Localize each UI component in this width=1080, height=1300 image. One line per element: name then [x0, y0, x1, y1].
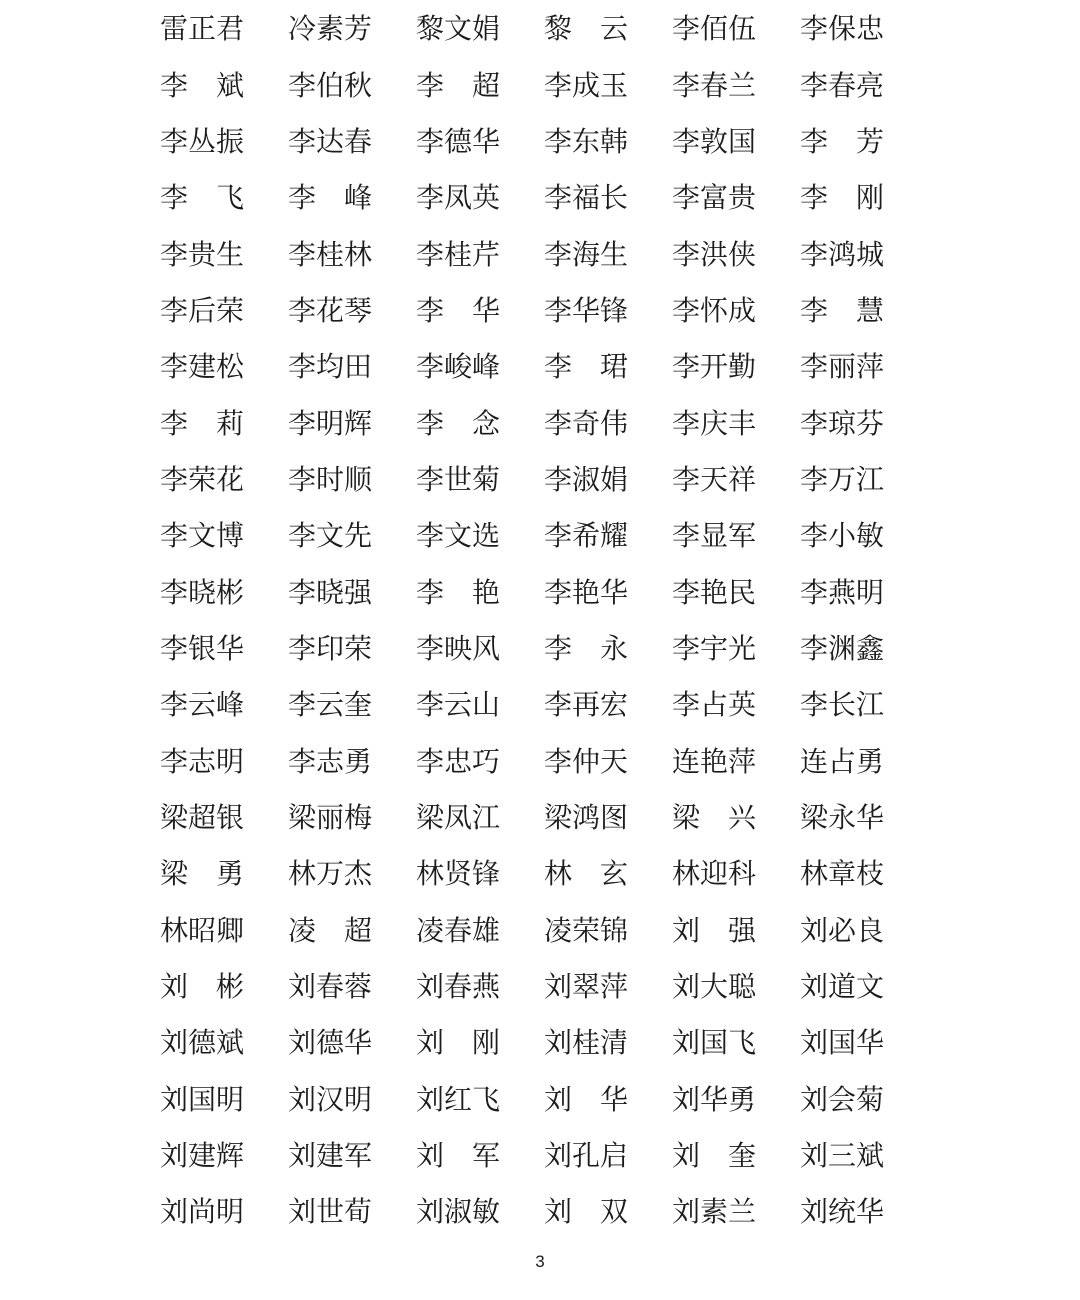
name-cell: 李 斌 [160, 68, 245, 102]
name-cell: 刘国飞 [672, 1026, 757, 1060]
name-cell: 林迎科 [672, 857, 757, 891]
name-cell: 李富贵 [672, 181, 757, 215]
name-cell: 李渊鑫 [800, 631, 885, 665]
name-cell: 李晓强 [288, 575, 373, 609]
name-cell: 刘素兰 [672, 1195, 757, 1229]
name-cell: 梁鸿图 [544, 800, 629, 834]
name-cell: 凌荣锦 [544, 913, 629, 947]
name-cell: 梁丽梅 [288, 800, 373, 834]
name-cell: 李艳华 [544, 575, 629, 609]
name-cell: 李 念 [416, 406, 501, 440]
name-cell: 林章枝 [800, 857, 885, 891]
page-number: 3 [535, 1252, 545, 1271]
name-cell: 连占勇 [800, 744, 885, 778]
name-cell: 林昭卿 [160, 913, 245, 947]
name-cell: 李后荣 [160, 293, 245, 327]
name-cell: 刘建军 [288, 1139, 373, 1173]
name-cell: 刘 刚 [416, 1026, 501, 1060]
name-cell: 李印荣 [288, 631, 373, 665]
name-cell: 刘三斌 [800, 1139, 885, 1173]
name-cell: 刘春蓉 [288, 970, 373, 1004]
name-cell: 李明辉 [288, 406, 373, 440]
name-cell: 刘世荀 [288, 1195, 373, 1229]
name-cell: 李艳民 [672, 575, 757, 609]
name-cell: 李庆丰 [672, 406, 757, 440]
name-cell: 李德华 [416, 124, 501, 158]
name-cell: 李淑娟 [544, 462, 629, 496]
name-cell: 李桂林 [288, 237, 373, 271]
name-cell: 刘 奎 [672, 1139, 757, 1173]
name-cell: 李桂芹 [416, 237, 501, 271]
name-cell: 梁 勇 [160, 857, 245, 891]
name-cell: 梁凤江 [416, 800, 501, 834]
name-cell: 李洪侠 [672, 237, 757, 271]
name-cell: 李文博 [160, 519, 245, 553]
name-cell: 刘国华 [800, 1026, 885, 1060]
name-cell: 李峻峰 [416, 350, 501, 384]
name-cell: 李占英 [672, 688, 757, 722]
name-cell: 李志勇 [288, 744, 373, 778]
name-cell: 李燕明 [800, 575, 885, 609]
name-cell: 李 珺 [544, 350, 629, 384]
name-cell: 刘 强 [672, 913, 757, 947]
name-cell: 李保忠 [800, 12, 885, 46]
name-cell: 刘 华 [544, 1082, 629, 1116]
name-cell: 黎 云 [544, 12, 629, 46]
name-cell: 梁 兴 [672, 800, 757, 834]
name-cell: 李小敏 [800, 519, 885, 553]
name-cell: 李显军 [672, 519, 757, 553]
name-cell: 李鸿城 [800, 237, 885, 271]
name-cell: 李敦国 [672, 124, 757, 158]
name-cell: 刘大聪 [672, 970, 757, 1004]
name-cell: 刘红飞 [416, 1082, 501, 1116]
name-cell: 刘 彬 [160, 970, 245, 1004]
name-grid [160, 1, 885, 1241]
name-cell: 刘汉明 [288, 1082, 373, 1116]
name-cell: 李丛振 [160, 124, 245, 158]
name-cell: 李花琴 [288, 293, 373, 327]
name-cell: 李春兰 [672, 68, 757, 102]
name-cell: 李海生 [544, 237, 629, 271]
name-cell: 李长江 [800, 688, 885, 722]
name-cell: 李宇光 [672, 631, 757, 665]
name-cell: 李荣花 [160, 462, 245, 496]
name-cell: 刘德华 [288, 1026, 373, 1060]
name-cell: 李福长 [544, 181, 629, 215]
name-cell: 刘会菊 [800, 1082, 885, 1116]
name-cell: 李云奎 [288, 688, 373, 722]
name-cell: 李奇伟 [544, 406, 629, 440]
name-cell: 刘国明 [160, 1082, 245, 1116]
name-cell: 黎文娟 [416, 12, 501, 46]
name-cell: 雷正君 [160, 12, 245, 46]
name-cell: 刘翠萍 [544, 970, 629, 1004]
name-cell: 李再宏 [544, 688, 629, 722]
name-cell: 刘 军 [416, 1139, 501, 1173]
name-cell: 李华锋 [544, 293, 629, 327]
name-cell: 刘华勇 [672, 1082, 757, 1116]
name-cell: 李 莉 [160, 406, 245, 440]
name-cell: 林万杰 [288, 857, 373, 891]
name-cell: 刘春燕 [416, 970, 501, 1004]
name-cell: 李建松 [160, 350, 245, 384]
name-cell: 李 飞 [160, 181, 245, 215]
name-cell: 梁永华 [800, 800, 885, 834]
name-cell: 李云山 [416, 688, 501, 722]
name-cell: 刘德斌 [160, 1026, 245, 1060]
name-cell: 李 芳 [800, 124, 885, 158]
name-cell: 李希耀 [544, 519, 629, 553]
name-cell: 李 华 [416, 293, 501, 327]
name-cell: 李 刚 [800, 181, 885, 215]
name-cell: 李东韩 [544, 124, 629, 158]
name-cell: 李文先 [288, 519, 373, 553]
name-cell: 李开勤 [672, 350, 757, 384]
name-cell: 李丽萍 [800, 350, 885, 384]
name-cell: 李晓彬 [160, 575, 245, 609]
name-cell: 李 艳 [416, 575, 501, 609]
name-cell: 李琼芬 [800, 406, 885, 440]
name-cell: 李达春 [288, 124, 373, 158]
name-cell: 李时顺 [288, 462, 373, 496]
name-cell: 梁超银 [160, 800, 245, 834]
name-cell: 凌春雄 [416, 913, 501, 947]
name-cell: 李凤英 [416, 181, 501, 215]
name-cell: 李 峰 [288, 181, 373, 215]
name-cell: 凌 超 [288, 913, 373, 947]
name-cell: 李仲天 [544, 744, 629, 778]
name-cell: 李忠巧 [416, 744, 501, 778]
name-cell: 李 超 [416, 68, 501, 102]
name-cell: 刘淑敏 [416, 1195, 501, 1229]
name-cell: 李 慧 [800, 293, 885, 327]
name-cell: 刘建辉 [160, 1139, 245, 1173]
name-cell: 李成玉 [544, 68, 629, 102]
name-cell: 刘道文 [800, 970, 885, 1004]
name-cell: 李均田 [288, 350, 373, 384]
name-cell: 李怀成 [672, 293, 757, 327]
name-cell: 李春亮 [800, 68, 885, 102]
name-cell: 李文选 [416, 519, 501, 553]
name-cell: 林 玄 [544, 857, 629, 891]
name-cell: 李佰伍 [672, 12, 757, 46]
name-cell: 李世菊 [416, 462, 501, 496]
name-cell: 冷素芳 [288, 12, 373, 46]
name-cell: 刘孔启 [544, 1139, 629, 1173]
name-cell: 刘 双 [544, 1195, 629, 1229]
name-cell: 李天祥 [672, 462, 757, 496]
name-cell: 连艳萍 [672, 744, 757, 778]
name-cell: 刘尚明 [160, 1195, 245, 1229]
name-cell: 刘桂清 [544, 1026, 629, 1060]
name-cell: 李志明 [160, 744, 245, 778]
name-cell: 李万江 [800, 462, 885, 496]
name-cell: 刘必良 [800, 913, 885, 947]
name-cell: 刘统华 [800, 1195, 885, 1229]
name-cell: 林贤锋 [416, 857, 501, 891]
name-cell: 李贵生 [160, 237, 245, 271]
name-cell: 李伯秋 [288, 68, 373, 102]
name-cell: 李映风 [416, 631, 501, 665]
name-cell: 李云峰 [160, 688, 245, 722]
name-cell: 李银华 [160, 631, 245, 665]
name-cell: 李 永 [544, 631, 629, 665]
